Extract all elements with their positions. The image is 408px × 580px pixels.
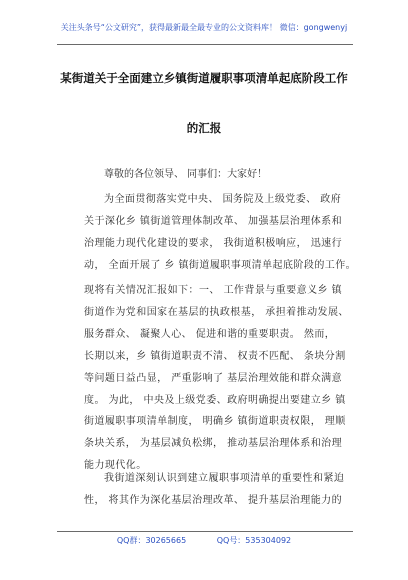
footer-divider [57, 531, 353, 532]
footer-qq-number[interactable]: QQ号：535304092 [216, 536, 292, 545]
document-title-line-2: 的汇报 [186, 121, 222, 135]
paragraph-line: 能力现代化。 [84, 460, 147, 472]
paragraph-3 [84, 468, 346, 512]
paragraph-line: 动， 全面开展了 乡 镇街道履职事项清单起底阶段的工作。 [84, 259, 357, 271]
paragraph-2 [84, 280, 349, 477]
paragraph-line: 我街道深刻认识到建立履职事项清单的重要性和紧迫 [104, 473, 345, 484]
paragraph-line: 服务群众、 凝聚人心、 促进和谐的重要职责。 然而， [84, 328, 336, 340]
paragraph-line: 条块关系， 为基层减负松绑， 推动基层治理体系和治理 [84, 438, 343, 450]
paragraph-line: 治理能力现代化建设的要求， 我街道积极响应， 迅速行 [84, 237, 343, 249]
paragraph-line: 度。 为此， 中央及上级党委、政府明确提出要建立乡 镇 [84, 394, 346, 406]
paragraph-line: 街道履职事项清单制度， 明确乡 镇街道职责权限， 理顺 [84, 416, 346, 428]
header-divider [57, 44, 353, 45]
header-promo-note[interactable]: 关注头条号“公文研究”，获得最新最全最专业的公文资料库！ 微信：gongwenyj [60, 23, 348, 32]
paragraph-line: 现将有关情况汇报如下：一、 工作背景与重要意义乡 镇 [84, 285, 343, 296]
paragraph-line: 街道作为党和国家在基层的执政根基， 承担着推动发展、 [84, 306, 349, 318]
paragraph-line: 关于深化乡 镇街道管理体制改革、 加强基层治理体系和 [84, 215, 343, 227]
paragraph-line: 性， 将其作为深化基层治理改革、 提升基层治理能力的 [84, 494, 343, 506]
paragraph-line: 为全面贯彻落实党中央、 国务院及上级党委、 政府 [104, 194, 342, 205]
footer-contact [0, 535, 408, 546]
paragraph-line: 长期以来，乡 镇街道职责不清、 权责不匹配、 条块分割 [84, 350, 346, 362]
paragraph-1 [84, 189, 357, 277]
greeting-line: 尊敬的各位领导、 同事们：大家好！ [104, 169, 268, 180]
paragraph-line: 等问题日益凸显， 严重影响了 基层治理效能和群众满意 [84, 372, 343, 384]
footer-qq-group[interactable]: QQ群：30265665 [116, 536, 187, 545]
document-title-line-1: 某街道关于全面建立乡镇街道履职事项清单起底阶段工作 [60, 71, 348, 85]
